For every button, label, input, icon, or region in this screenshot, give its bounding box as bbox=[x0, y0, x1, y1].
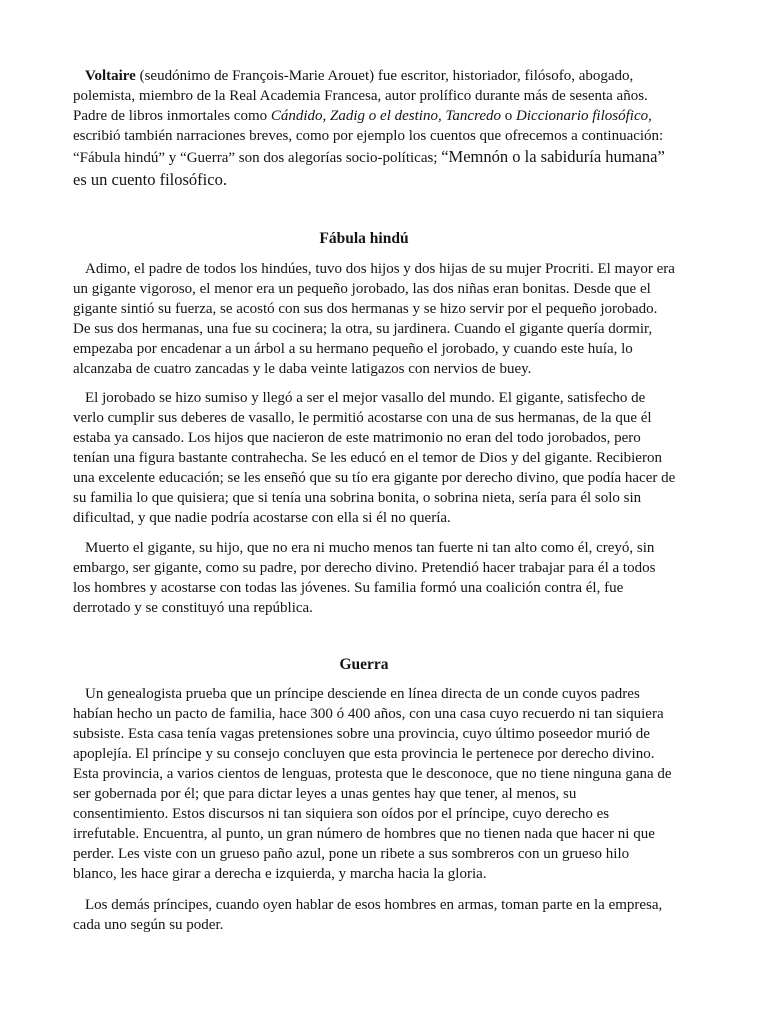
paragraph-line: blanco, les hace girar a derecha e izquierda, y marcha hacia la gloria. bbox=[73, 866, 487, 882]
paragraph-line: Esta provincia, a varios cientos de lenguas, protesta que le desconoce, que no tiene ninguna gana de bbox=[73, 766, 672, 782]
text-span: “Fábula hindú” y “Guerra” son dos alegorías socio-políticas; bbox=[73, 150, 442, 166]
paragraph-line: subsiste. Esta casa tenía vagas pretensiones sobre una provincia, cuyo último poseedor murió de bbox=[73, 726, 650, 742]
memnon-title: “Memnón o la sabiduría humana” bbox=[441, 147, 665, 166]
text-line bbox=[73, 106, 723, 126]
paragraph-line: Muerto el gigante, su hijo, que no era ni mucho menos tan fuerte ni tan alto como él, creyó, sin bbox=[85, 540, 655, 556]
paragraph-line: irrefutable. Encuentra, al punto, un gran número de hombres que no tienen nada que hacer ni que bbox=[73, 826, 655, 842]
paragraph-muerto-gigante bbox=[73, 538, 723, 618]
paragraph-line: verlo cumplir sus deberes de vasallo, le permitió acostarse con una de sus hermanas, de la que él bbox=[73, 410, 652, 426]
paragraph-line: los hombres y acostarse con todas las jóvenes. Su familia formó una coalición contra él, fue bbox=[73, 580, 624, 596]
text-line bbox=[73, 146, 723, 167]
paragraph-line: tenían una figura bastante contrahecha. Se les educó en el temor de Dios y del gigante. Recibieron bbox=[73, 450, 662, 466]
paragraph-line: De sus dos hermanas, una fue su cocinera; la otra, su jardinera. Cuando el gigante quería dormir, bbox=[73, 321, 653, 337]
author-name: Voltaire bbox=[85, 68, 136, 84]
text-span: o bbox=[501, 108, 517, 124]
paragraph-jorobado bbox=[73, 388, 723, 528]
paragraph-line: estaba ya cansado. Los hijos que nacieron de este matrimonio no eran del todo jorobados, pero bbox=[73, 430, 641, 446]
paragraph-line: Un genealogista prueba que un príncipe desciende en línea directa de un conde cuyos padres bbox=[85, 686, 640, 702]
paragraph-line: una excelente educación; se les enseñó que su tío era gigante por derecho divino, que podía hacer de bbox=[73, 470, 676, 486]
paragraph-line: un gigante vigoroso, el menor era un pequeño jorobado, las dos niñas eran bonitas. Desde que el bbox=[73, 281, 651, 297]
paragraph-line: ser gobernada por él; que para dictar leyes a unas gentes hay que tener, al menos, su bbox=[73, 786, 577, 802]
paragraph-adimo bbox=[73, 259, 723, 379]
book-title-diccionario: Diccionario filosófico, bbox=[516, 108, 652, 124]
text-span: (seudónimo de François-Marie Arouet) fue escritor, historiador, filósofo, abogado, bbox=[135, 68, 634, 84]
text-span: Padre de libros inmortales como bbox=[73, 108, 271, 124]
paragraph-line: gigante sintió su fuerza, se acostó con sus dos hermanas y se hizo servir por el pequeño jorobado. bbox=[73, 301, 658, 317]
paragraph-line: derrotado y se constituyó una república. bbox=[73, 600, 313, 616]
paragraph-line: su familia lo que quisiera; que si tenía una sobrina bonita, o sobrina nieta, sería para él solo sin bbox=[73, 490, 642, 506]
paragraph-line: alcanzaba de cuatro zancadas y le daba veinte latigazos con nervios de buey. bbox=[73, 361, 532, 377]
paragraph-line: dificultad, y que nadie podría acostarse con ella si él no quería. bbox=[73, 510, 451, 526]
book-titles: Cándido, Zadig o el destino, Tancredo bbox=[270, 108, 502, 124]
paragraph-line: cada uno según su poder. bbox=[73, 917, 224, 933]
text-span: polemista, miembro de la Real Academia Francesa, autor prolífico durante más de sesenta años. bbox=[73, 88, 648, 104]
section-title-fabula-hindu: Fábula hindú bbox=[319, 230, 409, 247]
paragraph-line: consentimiento. Estos discursos ni tan siquiera son oídos por el príncipe, cuyo derecho es bbox=[73, 806, 610, 822]
paragraph-line: perder. Les viste con un grueso paño azul, pone un ribete a sus sombreros con un grueso hilo bbox=[73, 846, 630, 862]
paragraph-line: embargo, ser gigante, como su padre, por derecho divino. Pretendió hacer trabajar para él a todos bbox=[73, 560, 656, 576]
section-title-guerra: Guerra bbox=[339, 656, 389, 673]
paragraph-line: El jorobado se hizo sumiso y llegó a ser el mejor vasallo del mundo. El gigante, satisfecho de bbox=[85, 390, 646, 406]
text-span: escribió también narraciones breves, como por ejemplo los cuentos que ofrecemos a continuación: bbox=[73, 128, 664, 144]
paragraph-line: Adimo, el padre de todos los hindúes, tuvo dos hijos y dos hijas de su mujer Procriti. El mayor era bbox=[85, 261, 675, 277]
paragraph-line: empezaba por encadenar a un árbol a su hermano pequeño el jorobado, y cuando este huía, lo bbox=[73, 341, 633, 357]
intro-paragraph bbox=[73, 66, 723, 191]
paragraph-demas-principes bbox=[73, 895, 723, 935]
paragraph-line: habían hecho un pacto de familia, hace 300 ó 400 años, con una casa cuyo recuerdo ni tan siquiera bbox=[73, 706, 664, 722]
text-line bbox=[73, 66, 723, 86]
text-span: es un cuento filosófico. bbox=[73, 170, 227, 189]
paragraph-line: Los demás príncipes, cuando oyen hablar de esos hombres en armas, toman parte en la empresa, bbox=[85, 897, 663, 913]
paragraph-genealogista bbox=[73, 684, 723, 884]
paragraph-line: apoplejía. El príncipe y su consejo concluyen que esta provincia le pertenece por derecho divino. bbox=[73, 746, 655, 762]
